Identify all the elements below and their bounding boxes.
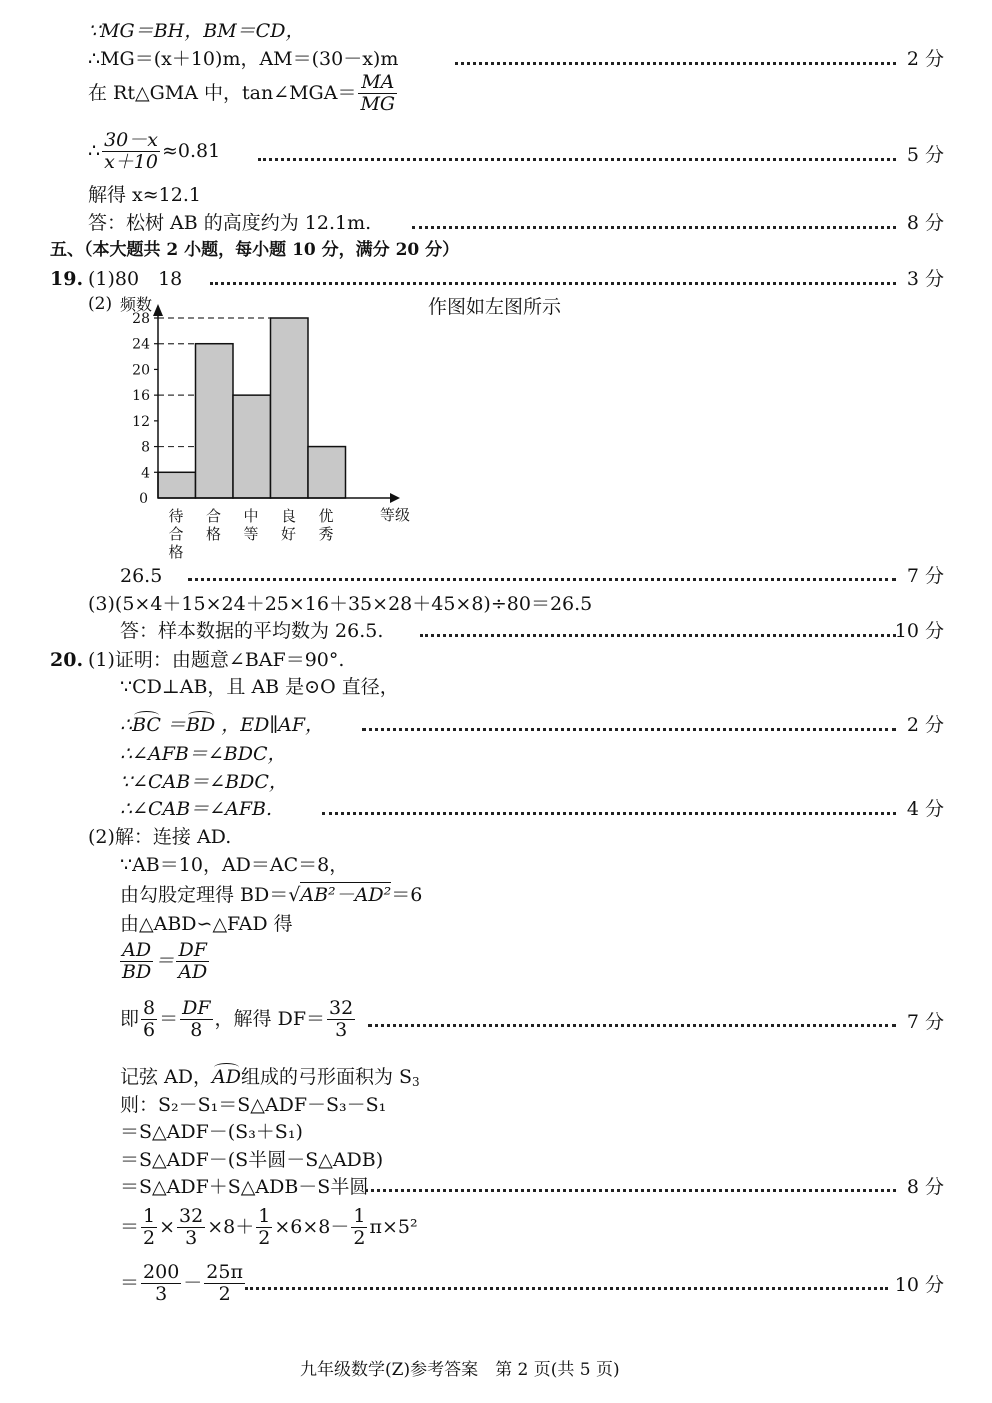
text-line: ＝S△ADF－(S半圆－S△ADB) <box>120 1149 384 1171</box>
arc-label: AD <box>212 1066 241 1088</box>
denominator: 3 <box>185 1226 198 1249</box>
denominator: 6 <box>143 1018 156 1041</box>
solve-df-line <box>120 998 357 1042</box>
numerator: 32 <box>179 1205 204 1227</box>
fraction <box>327 998 355 1042</box>
denominator: 2 <box>353 1226 366 1249</box>
y-tick-label: 8 <box>141 439 150 456</box>
y-axis-arrow <box>153 304 163 316</box>
segment-area-line <box>120 1068 420 1088</box>
fraction <box>204 1262 245 1306</box>
fraction <box>141 998 157 1042</box>
text-line: ∵AB＝10，AD＝AC＝8， <box>120 854 349 876</box>
fraction <box>351 1206 367 1250</box>
prefix: 记弦 AD， <box>120 1066 212 1088</box>
denominator: 8 <box>190 1018 203 1041</box>
leader-dots <box>362 728 896 731</box>
leader-dots <box>412 226 896 229</box>
score-label: 3 分 <box>906 268 944 290</box>
fraction <box>176 940 209 984</box>
histogram-bar <box>233 395 271 498</box>
category-label: 合格 <box>205 507 222 543</box>
part-label: (2) <box>88 294 113 314</box>
arc-line <box>120 716 324 735</box>
numerator: 1 <box>353 1205 366 1227</box>
equals: ＝ <box>167 714 187 736</box>
fraction <box>256 1206 272 1250</box>
proportion-line <box>120 940 211 984</box>
category-label: 中等 <box>243 507 259 543</box>
numerator: 32 <box>329 997 354 1019</box>
page-footer: 九年级数学(Z)参考答案 第 2 页(共 5 页) <box>300 1360 620 1380</box>
segment-text: 组成的弓形面积为 S <box>240 1066 413 1088</box>
y-tick-label: 16 <box>132 388 150 405</box>
denominator: 2 <box>143 1226 156 1249</box>
tan-prefix: 在 Rt△GMA 中，tan∠MGA＝ <box>88 81 357 104</box>
leader-dots <box>210 282 896 285</box>
fraction <box>120 940 153 984</box>
section-heading: 五、（本大题共 2 小题，每小题 10 分，满分 20 分） <box>50 240 460 260</box>
numerator: 1 <box>258 1205 271 1227</box>
histogram-bar <box>196 344 234 498</box>
y-axis-title: 频数 <box>120 295 153 314</box>
fraction <box>358 72 397 116</box>
y-tick-label: 20 <box>132 362 150 379</box>
tan-line <box>88 72 399 116</box>
fraction <box>177 1206 205 1250</box>
category-label: 优秀 <box>318 507 334 543</box>
score-label: 10 分 <box>894 620 944 642</box>
score-label: 8 分 <box>906 212 944 234</box>
denominator: 2 <box>258 1226 271 1249</box>
leader-dots <box>368 1024 896 1027</box>
denominator: BD <box>122 960 152 983</box>
pythagoras-result: ＝6 <box>391 884 423 906</box>
arc-label: BD <box>186 714 216 736</box>
fraction <box>141 1206 157 1250</box>
leader-dots <box>420 634 896 637</box>
prefix: 即 <box>120 1007 140 1030</box>
x-axis-title: 等级 <box>380 506 411 524</box>
fraction <box>141 1262 181 1306</box>
ratio-line <box>88 130 220 174</box>
score-label: 4 分 <box>906 798 944 820</box>
text-line: 答：样本数据的平均数为 26.5. <box>120 620 384 642</box>
question-number: 19. <box>50 268 84 290</box>
equals: ＝ <box>120 1215 140 1238</box>
arc-label: BC <box>132 714 161 736</box>
numerator: MA <box>358 72 397 94</box>
score-label: 8 分 <box>906 1176 944 1198</box>
numerator: 25π <box>206 1261 243 1283</box>
category-label: 良好 <box>280 507 297 543</box>
denominator: 2 <box>218 1282 231 1305</box>
histogram-bar <box>158 472 196 498</box>
leader-dots <box>365 1189 896 1192</box>
parallel-text: ，ED∥AF， <box>221 714 325 736</box>
text-line: 答：松树 AB 的高度约为 12.1m. <box>88 212 372 234</box>
numerator: DF <box>182 997 211 1019</box>
text-line: (3)(5×4＋15×24＋25×16＋35×28＋45×8)÷80＝26.5 <box>88 593 593 615</box>
subscript: 3 <box>412 1075 420 1089</box>
denominator: MG <box>360 92 396 115</box>
text-line: ∵MG＝BH，BM＝CD， <box>88 20 305 42</box>
text-line: ∵CD⊥AB，且 AB 是⊙O 直径， <box>120 676 399 698</box>
score-label: 5 分 <box>906 144 944 166</box>
question-number: 20. <box>50 649 84 671</box>
denominator: AD <box>178 960 208 983</box>
leader-dots <box>455 62 896 65</box>
score-label: 2 分 <box>906 48 944 70</box>
text-line: (1)80 18 <box>88 268 183 290</box>
score-label: 10 分 <box>894 1274 944 1296</box>
equals: ＝ <box>159 1007 179 1030</box>
ratio-value: ≈0.81 <box>162 139 221 162</box>
text-line: ∵∠CAB＝∠BDC， <box>120 771 288 793</box>
text-line: ＝S△ADF＋S△ADB－S半圆 <box>120 1176 369 1198</box>
fraction <box>180 998 212 1042</box>
numerator: 1 <box>143 1205 156 1227</box>
histogram-bar <box>308 447 346 498</box>
term: ×6×8－ <box>274 1215 350 1238</box>
fraction <box>102 130 160 174</box>
y-tick-label: 12 <box>132 413 150 430</box>
text-line: ＝S△ADF－(S₃＋S₁) <box>120 1121 303 1143</box>
solve-text: ，解得 DF＝ <box>214 1007 326 1030</box>
denominator: 3 <box>155 1282 168 1305</box>
equals: ＝ <box>120 1271 140 1294</box>
pythagoras-prefix: 由勾股定理得 BD＝√ <box>120 884 301 906</box>
term: π×5² <box>369 1215 418 1238</box>
leader-dots <box>245 1287 888 1290</box>
text-line: (2)解：连接 AD. <box>88 826 232 848</box>
score-label: 2 分 <box>906 714 944 736</box>
leader-dots <box>188 578 896 581</box>
radicand: AB²－AD² <box>300 884 392 906</box>
text-line: 由△ABD∽△FAD 得 <box>120 913 293 935</box>
result-line <box>120 1262 247 1306</box>
score-label: 7 分 <box>906 1011 944 1033</box>
numerator: 8 <box>143 997 156 1019</box>
equals: ＝ <box>155 949 175 972</box>
term: ×8＋ <box>207 1215 255 1238</box>
y-tick-label: 24 <box>132 336 150 353</box>
histogram-bar <box>271 318 309 498</box>
text-line: ∴∠CAB＝∠AFB. <box>120 798 273 820</box>
denominator: 3 <box>335 1018 348 1041</box>
therefore: ∴ <box>88 139 101 162</box>
therefore: ∴ <box>120 714 133 736</box>
category-label: 待合格 <box>168 507 184 561</box>
numerator: 30－x <box>104 129 158 151</box>
numerator: DF <box>176 940 209 962</box>
leader-dots <box>322 812 896 815</box>
pythagoras-line <box>120 886 422 905</box>
numerator: 200 <box>143 1261 180 1283</box>
calc-line <box>120 1206 418 1250</box>
y-tick-label: 0 <box>139 491 148 507</box>
denominator: x＋10 <box>104 150 158 173</box>
text-line: 则：S₂－S₁＝S△ADF－S₃－S₁ <box>120 1094 387 1116</box>
y-tick-label: 28 <box>132 311 150 327</box>
text-line: ∴∠AFB＝∠BDC， <box>120 743 287 765</box>
y-tick-label: 4 <box>141 465 150 482</box>
term: × <box>159 1215 176 1238</box>
text-line: 26.5 <box>120 565 163 587</box>
numerator: AD <box>120 940 153 962</box>
text-line: ∴MG＝(x＋10)m，AM＝(30－x)m <box>88 48 399 70</box>
frequency-histogram <box>118 292 418 562</box>
chart-caption: 作图如左图所示 <box>428 296 562 318</box>
text-line: 解得 x≈12.1 <box>88 184 201 206</box>
score-label: 7 分 <box>906 565 944 587</box>
text-line: (1)证明：由题意∠BAF＝90°. <box>88 649 345 671</box>
x-axis-arrow <box>390 493 400 503</box>
minus: － <box>183 1271 203 1294</box>
leader-dots <box>258 158 896 161</box>
